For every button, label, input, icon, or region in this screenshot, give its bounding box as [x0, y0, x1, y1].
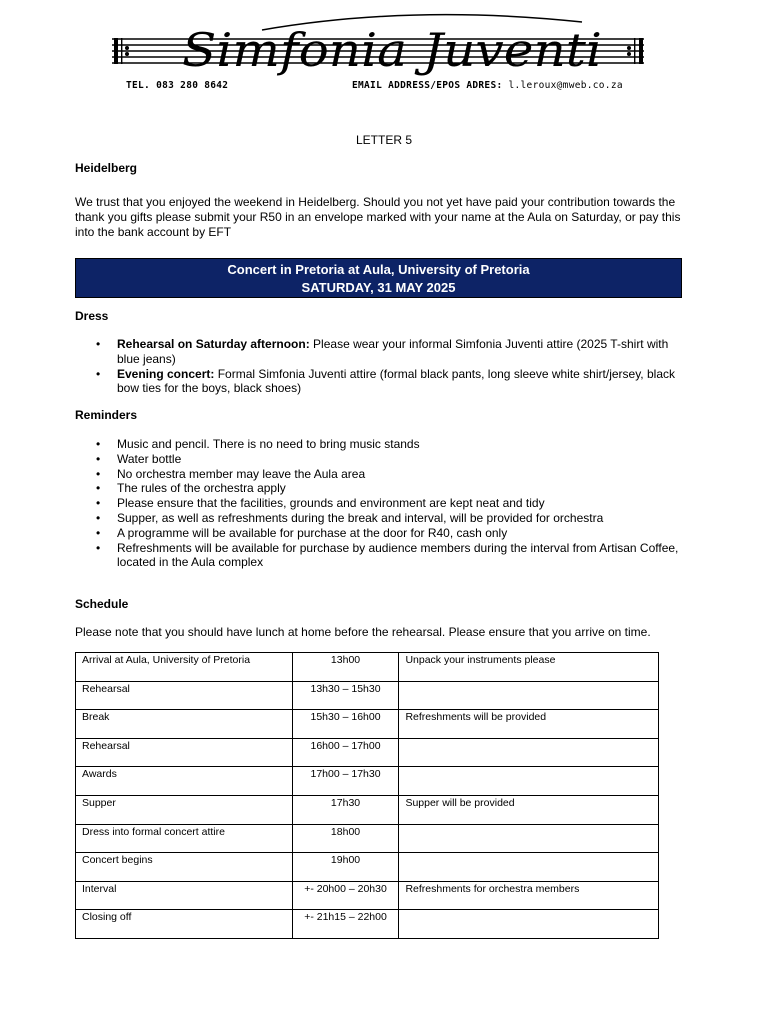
- simfonia-juventi-logo: [112, 2, 648, 80]
- time-cell: 19h00: [292, 853, 399, 882]
- note-cell: [399, 681, 659, 710]
- activity-cell: Interval: [76, 881, 293, 910]
- list-item: • Please ensure that the facilities, grounds and environment are kept neat and tidy: [75, 496, 692, 511]
- dress-list: [75, 337, 692, 396]
- list-item: [75, 337, 692, 367]
- time-cell: 16h00 – 17h00: [292, 738, 399, 767]
- dress-item-label: Evening concert:: [117, 366, 215, 381]
- list-item: • Refreshments will be available for purchase by audience members during the interval from Artisan Coffee, located in the Aula complex: [75, 541, 692, 571]
- table-row: [76, 795, 659, 824]
- schedule-heading: Schedule: [75, 597, 129, 611]
- list-item: • A programme will be available for purchase at the door for R40, cash only: [75, 526, 692, 541]
- heidelberg-heading: Heidelberg: [75, 161, 138, 175]
- note-cell: Unpack your instruments please: [399, 653, 659, 682]
- table-row: [76, 710, 659, 739]
- list-item: • No orchestra member may leave the Aula area: [75, 467, 692, 482]
- activity-cell: Rehearsal: [76, 681, 293, 710]
- activity-cell: Awards: [76, 767, 293, 796]
- logo-text: Simfonia Juventi: [182, 23, 602, 77]
- time-cell: 15h30 – 16h00: [292, 710, 399, 739]
- time-cell: 13h00: [292, 653, 399, 682]
- note-cell: [399, 738, 659, 767]
- table-row: [76, 681, 659, 710]
- dress-item-label: Rehearsal on Saturday afternoon:: [117, 337, 310, 351]
- activity-cell: Dress into formal concert attire: [76, 824, 293, 853]
- time-cell: +- 20h00 – 20h30: [292, 881, 399, 910]
- time-cell: 18h00: [292, 824, 399, 853]
- reminders-heading: Reminders: [75, 408, 138, 422]
- list-item: [75, 367, 692, 397]
- note-cell: Refreshments will be provided: [399, 710, 659, 739]
- email-address[interactable]: l.leroux@mweb.co.za: [508, 80, 623, 91]
- dress-heading: Dress: [75, 309, 109, 323]
- activity-cell: Supper: [76, 795, 293, 824]
- table-row: [76, 824, 659, 853]
- table-row: [76, 910, 659, 939]
- activity-cell: Rehearsal: [76, 738, 293, 767]
- heidelberg-paragraph: We trust that you enjoyed the weekend in Heidelberg. Should you not yet have paid your contribution towards the thank you gifts please submit your R50 in an envelope marked with your name at the Aula on Saturday, or pay this into the bank account by EFT: [75, 195, 681, 239]
- letter-number: LETTER 5: [355, 133, 412, 147]
- note-cell: [399, 767, 659, 796]
- note-cell: Supper will be provided: [399, 795, 659, 824]
- list-item: • Supper, as well as refreshments during the break and interval, will be provided for orchestra: [75, 511, 692, 526]
- activity-cell: Concert begins: [76, 853, 293, 882]
- time-cell: 17h00 – 17h30: [292, 767, 399, 796]
- email-line: [352, 80, 623, 91]
- email-label: EMAIL ADDRESS/EPOS ADRES:: [352, 80, 503, 91]
- banner-date: SATURDAY, 31 MAY 2025: [301, 280, 456, 295]
- dress-item-text: Please wear your informal Simfonia Juventi attire (2025 T-shirt with blue jeans): [117, 337, 669, 366]
- note-cell: [399, 910, 659, 939]
- time-cell: 13h30 – 15h30: [292, 681, 399, 710]
- dress-item-text: Formal Simfonia Juventi attire (formal black pants, long sleeve white shirt/jersey, black bow ties for the boys, black shoes): [117, 366, 675, 396]
- table-row: [76, 881, 659, 910]
- schedule-note: Please note that you should have lunch at home before the rehearsal. Please ensure that you arrive on time.: [75, 625, 651, 639]
- list-item: • The rules of the orchestra apply: [75, 481, 692, 496]
- activity-cell: Closing off: [76, 910, 293, 939]
- table-row: [76, 653, 659, 682]
- banner-title: Concert in Pretoria at Aula, University of Pretoria: [227, 262, 530, 277]
- list-item: • Music and pencil. There is no need to bring music stands: [75, 437, 692, 452]
- list-item: • Water bottle: [75, 452, 692, 467]
- table-row: [76, 853, 659, 882]
- activity-cell: Break: [76, 710, 293, 739]
- note-cell: Refreshments for orchestra members: [399, 881, 659, 910]
- time-cell: +- 21h15 – 22h00: [292, 910, 399, 939]
- telephone-number: TEL. 083 280 8642: [126, 80, 229, 91]
- table-row: [76, 738, 659, 767]
- schedule-table: [75, 652, 659, 939]
- note-cell: [399, 824, 659, 853]
- concert-banner: [75, 258, 682, 298]
- time-cell: 17h30: [292, 795, 399, 824]
- reminders-list: [75, 437, 692, 570]
- activity-cell: Arrival at Aula, University of Pretoria: [76, 653, 293, 682]
- note-cell: [399, 853, 659, 882]
- table-row: [76, 767, 659, 796]
